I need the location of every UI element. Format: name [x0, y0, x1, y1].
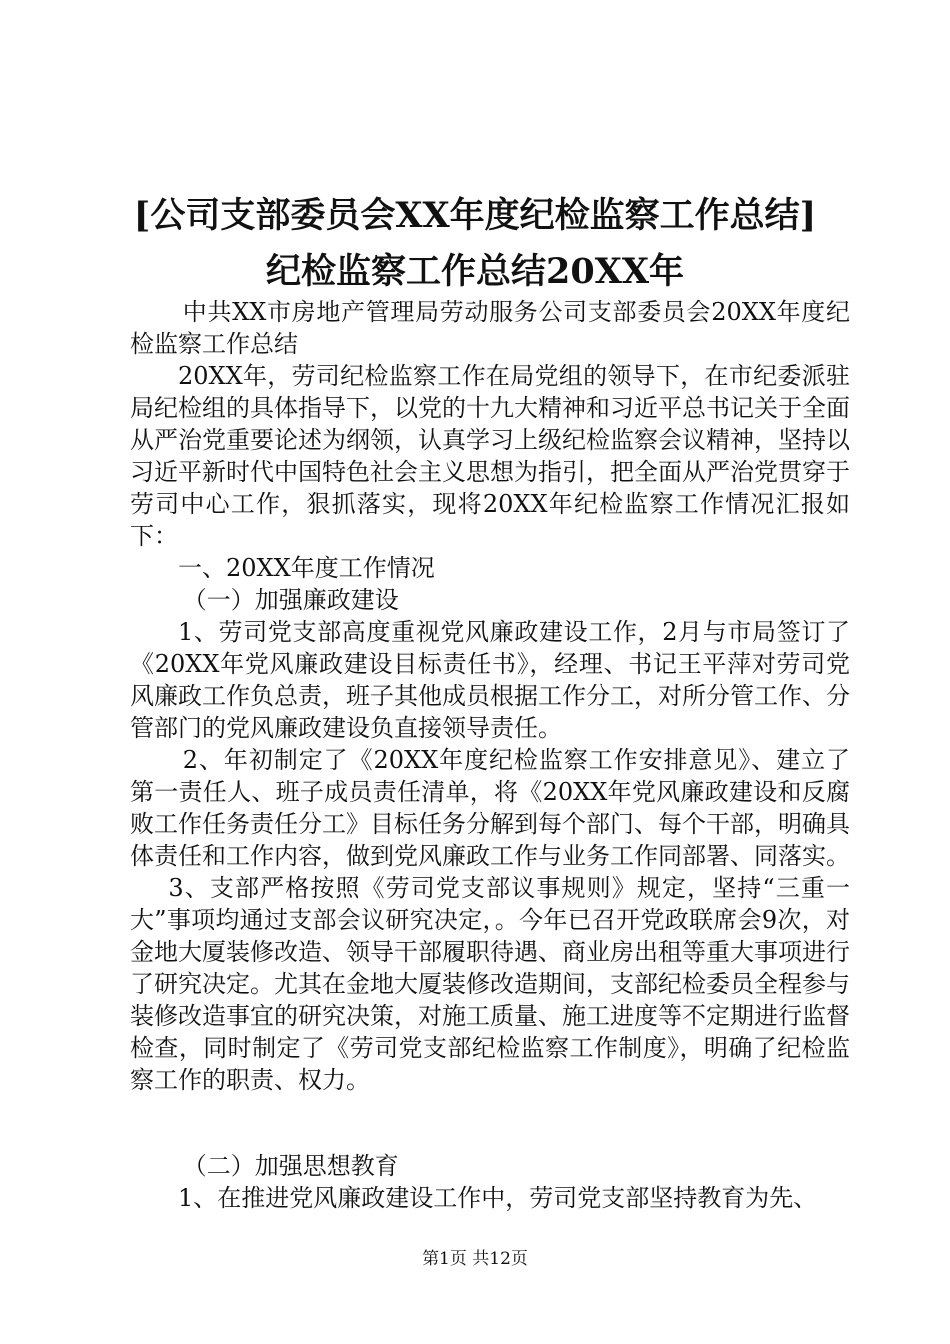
paragraph-item-1: 1、劳司党支部高度重视党风廉政建设工作，2月与市局签订了《20XX年党风廉政建设目标责任书》，经理、书记王平萍对劳司党风廉政工作负总责，班子其他成员根据工作分工，对所分管工作、分管部门的党风廉政建设负直接领导责任。 [130, 618, 850, 742]
paragraph-intro: 中共XX市房地产管理局劳动服务公司支部委员会20XX年度纪检监察工作总结 [130, 298, 850, 358]
paragraph-item-4: 1、在推进党风廉政建设工作中，劳司党支部坚持教育为先、 [178, 1184, 818, 1212]
paragraph-item-2: 2、年初制定了《20XX年度纪检监察工作安排意见》、建立了第一责任人、班子成员责任清单，将《20XX年党风廉政建设和反腐败工作任务责任分工》目标任务分解到每个部门、每个干部，明确具体责任和工作内容，做到党风廉政工作与业务工作同部署、同落实。 [130, 746, 850, 870]
paragraph-item-3: 3、支部严格按照《劳司党支部议事规则》规定，坚持“三重一大”事项均通过支部会议研究决定，。今年已召开党政联席会9次，对金地大厦装修改造、领导干部履职待遇、商业房出租等重大事项进行了研究决定。尤其在金地大厦装修改造期间，支部纪检委员全程参与装修改造事宜的研究决策，对施工质量、施工进度等不定期进行监督检查，同时制定了《劳司党支部纪检监察工作制度》，明确了纪检监察工作的职责、权力。 [130, 874, 850, 1094]
document-body [130, 296, 850, 1214]
document-title-line2: 纪检监察工作总结20XX年 [265, 251, 685, 292]
section-heading-1: 一、20XX年度工作情况 [178, 554, 435, 582]
page-number-footer: 第1页 共12页 [422, 1249, 528, 1269]
subsection-heading-2: （二）加强思想教育 [182, 1152, 399, 1180]
document-title-line1: [公司支部委员会XX年度纪检监察工作总结] [133, 195, 817, 236]
paragraph-summary: 20XX年，劳司纪检监察工作在局党组的领导下，在市纪委派驻局纪检组的具体指导下，以党的十九大精神和习近平总书记关于全面从严治党重要论述为纲领，认真学习上级纪检监察会议精神，坚持以习近平新时代中国特色社会主义思想为指引，把全面从严治党贯穿于劳司中心工作，狠抓落实，现将20XX年纪检监察工作情况汇报如下： [130, 362, 850, 550]
paragraph-gap [130, 1096, 850, 1150]
subsection-heading-1: （一）加强廉政建设 [182, 586, 399, 614]
